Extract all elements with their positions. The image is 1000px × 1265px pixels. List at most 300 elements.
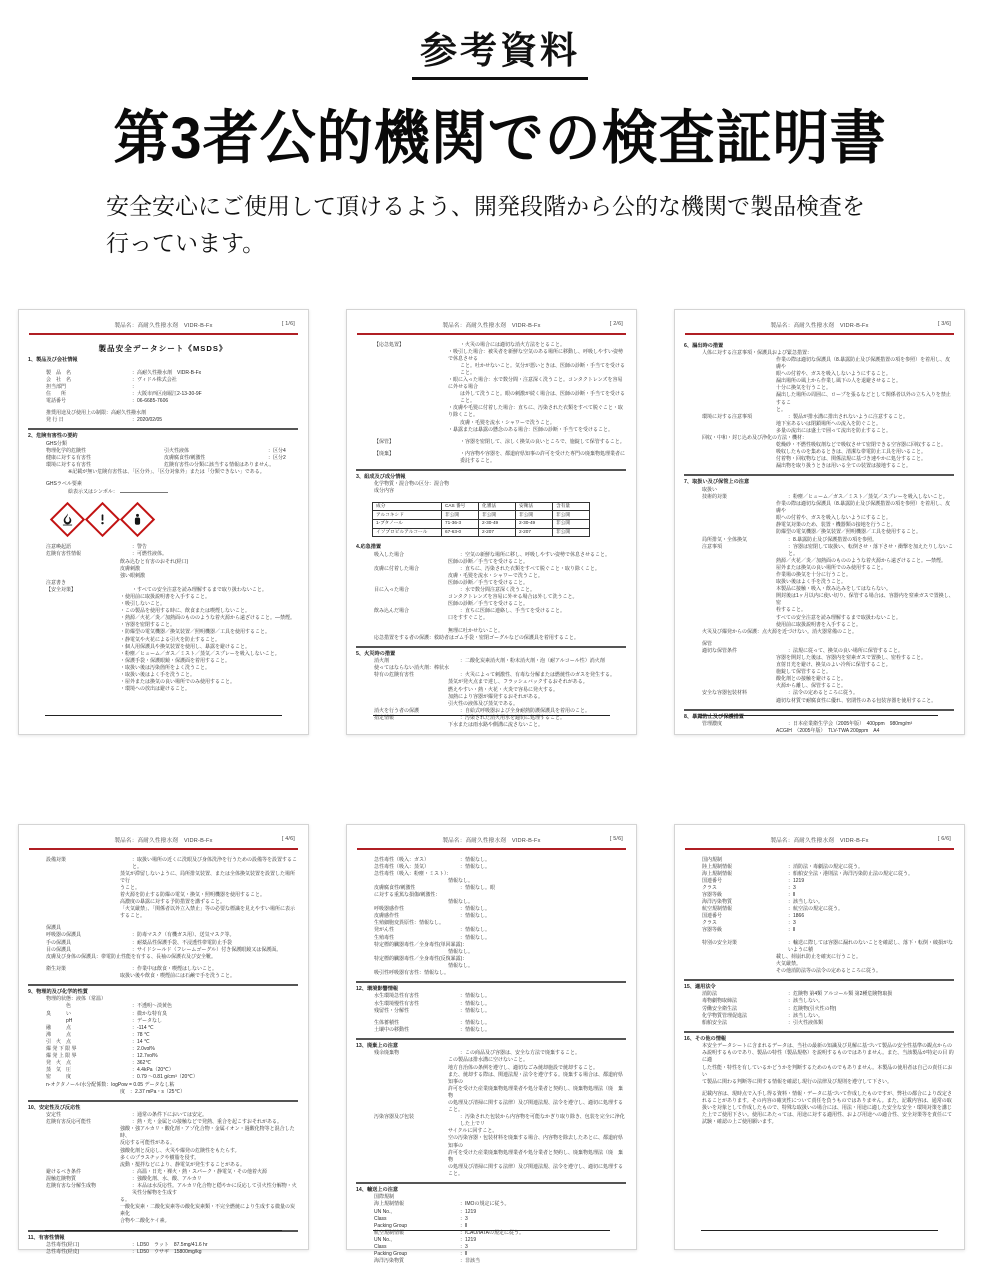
field-row [28,587,298,594]
field-label: 危険有害反応可能性 [28,1119,132,1126]
field-label: 住 所 [28,391,132,398]
doc-page-number: [ 3/6] [938,321,951,327]
table-cell: 非公開 [553,519,590,528]
subtitle-line-2: 行っています。 [106,230,265,256]
field-label: 【安全対策】 [28,587,132,594]
field-row [28,1169,298,1176]
field-value: ：消防法・毒劇法の規定に従う。 [788,864,954,871]
field-label: 陸上規制情報 [684,864,788,871]
table-cell: 2-207 [516,528,553,537]
text-line: 人体に対する注意事項・保護具および緊急措置： [684,350,954,357]
field-value: ・火災の場合には適切な消火方法をとること。 [460,342,626,349]
field-value: ：水で数分間注意深く洗うこと。 [460,587,626,594]
text-line: ・個人用保護具や換気装置を使用し、暴露を避けること。 [28,644,298,651]
field-label: 海洋汚染物質 [684,899,788,906]
section-heading: 12、環境影響情報 [356,986,626,993]
field-label: 安定性 [28,1112,132,1119]
classification-cell: ：区分4 [268,448,298,455]
field-row [684,871,954,878]
text-line: 漏出場所の風上から作業し風下の人を退避させること。 [684,378,954,385]
field-label: 混触危険物質 [28,1176,132,1183]
field-value: ：耐薬品性保護手袋、不浸透性帯電防止手袋 [132,940,298,947]
field-value: ：該当しない。 [788,1013,954,1020]
field-label: 水生環境急性有害性 [356,993,460,1000]
field-row [356,451,626,465]
text-line: 漏出物を取り扱うときは用いる全ての装置は接地すること。 [684,463,954,470]
field-label: 特別の安全対策 [684,940,788,954]
text-line: ※記載が無い危険有害性は、「区分外」、「区分対象外」または「分類できない」である。 [28,469,298,476]
field-value: ：06-6685-7606 [132,398,298,405]
table-cell: 非公開 [516,511,553,520]
field-value: ：4.4kPa（20℃） [132,1067,298,1074]
ghs-pictograms [28,496,298,544]
field-row [684,544,954,558]
field-label: 目に入った場合 [356,587,460,594]
text-line: 吸引性呼吸器有害性：情報なし。 [356,970,626,977]
field-value: ：LD50 ウサギ 15800mg/kg [132,1249,298,1256]
text-line: 口をすすぐこと。 [356,615,626,622]
text-line: 眼への付着や、ガスを吸入しないようにすること。 [684,515,954,522]
field-label: 沸 点 [28,1032,132,1039]
text-line: 使ってはならない消火剤：棒状水 [356,665,626,672]
doc-footer-rule [45,1230,282,1231]
field-label: 労働安全衛生法 [684,1006,788,1013]
field-value: ：法令の定めるところに従う。 [788,690,954,697]
field-value: ：-114 ℃ [132,1025,298,1032]
ghs-exclamation-diamond [85,502,120,537]
text-line: み説明するものであり、製品の特性（製品規格）を説明するものではありません。また、当該製品が特定の目 的に適 [684,1050,954,1064]
text-line: 回収・中和・封じ込め及び浄化の方法・機材： [684,435,954,442]
table-row [373,528,590,537]
field-row [684,690,954,697]
page-subtitle [106,188,930,263]
text-line: 燃えやすい・熱・火花・火炎で容易に発火する。 [356,687,626,694]
doc-header-line: 製品名：高耐久性撥水剤 VIDR-B-Fx [ 5/6] [347,825,636,844]
ghs-flame-icon [61,513,74,526]
text-line: ・屋外または換気の良い場所でのみ使用すること。 [28,679,298,686]
field-value: ：直ちに、汚染された衣類をすべて脱ぐこと・取り除くこと。 [460,566,626,573]
field-row [356,608,626,615]
field-row [28,1242,298,1249]
field-row [356,1230,626,1237]
field-label: 発 火 点 [28,1060,132,1067]
field-row [356,993,626,1000]
field-row [684,892,954,899]
field-row [356,1001,626,1008]
doc-footer-rule [45,715,282,716]
text-line: 熱源／火花／炎／加熱面のもののような着火源から遠ざけること。―禁煙。 [684,558,954,565]
classification-cell: 物理化学的危険性 [28,448,164,455]
text-line: n-オクタノール/水分配係数：logPow = 0.05 データなし粘 [28,1082,298,1089]
section-heading: 4.応急措置 [356,544,626,551]
section-heading: 3、組成及び成分情報 [356,474,626,481]
text-line: 情報なし。 [356,949,626,956]
field-row [28,1032,298,1039]
text-line: 付着物・回収物などは、関係法規に基づき速やかに処分すること。 [684,456,954,463]
text-line: に対する重篤な損傷/刺激性： [356,892,626,899]
field-value: ：3 [460,1244,626,1251]
text-line: 皮膚・毛髪を流水・シャワーで洗うこと。 [356,420,626,427]
text-line: 静電気対策のため、装置・機器類の接地を行うこと。 [684,522,954,529]
spacer [356,496,626,501]
field-value: ：情報なし。 [460,857,626,864]
field-label: 危険有害性情報 [28,551,132,558]
doc-header-line: 製品名：高耐久性撥水剤 VIDR-B-Fx [ 4/6] [19,825,308,844]
field-row [356,1020,626,1027]
text-line: ・容器を密閉すること。 [28,622,298,629]
doc-header-line: 製品名：高耐久性撥水剤 VIDR-B-Fx [ 1/6] [19,310,308,329]
text-line: 漏出した場所の周囲に、ロープを張るなどとして関係者以外の立ち入りを禁止するこ [684,392,954,406]
text-line: 応急措置をする者の保護：救助者はゴム手袋・密閉ゴーグルなどの保護具を着用すること。 [356,635,626,642]
field-label: 航空規制情報 [684,906,788,913]
field-label: UN No., [356,1237,460,1244]
field-label: 会 社 名 [28,377,132,384]
table-cell: アルコキシド [373,511,442,520]
text-line: ACGIH （2005年版） TLV-TWA 200ppm A4 [684,728,954,735]
ghs-health-hazard-icon [131,513,144,526]
field-row [356,1114,626,1128]
field-row [684,920,954,927]
text-line: うこと。 [28,885,298,892]
field-label: 容器等級 [684,892,788,899]
text-line: 保護具 [28,925,298,932]
table-header-cell: 化審法 [479,502,516,511]
text-line: 情報なし。 [356,878,626,885]
field-row [28,1183,298,1197]
components-table [372,502,590,538]
field-label: 注意事項 [684,544,788,558]
field-row [28,417,298,424]
field-row [684,940,954,954]
field-value: ：危険物(引火性の物) [788,1006,954,1013]
section-divider [356,1182,626,1184]
table-cell: 2-30-49 [516,519,553,528]
text-line: 本安全データシートに含まれるデータは、当社の最新の知識及び見解に基づいて製品の安全性基準の観点からの [684,1043,954,1050]
field-label: 水生環境慢性有害性 [356,1001,460,1008]
field-label: 皮膚腐食性/刺激性 [356,885,460,892]
field-value: ：Ⅱ [788,927,954,934]
classification-cell: 環境に対する有害性 [28,462,164,469]
field-label: 国連番号 [684,913,788,920]
field-value: ：取扱い場所の近くに洗眼及び身体洗浄を行うための設備等を設置すること。 [132,857,298,871]
field-label: 避けるべき条件 [28,1169,132,1176]
field-value: ：3 [788,885,954,892]
field-row [684,648,954,655]
text-line: ・取扱い後はよく手を洗うこと。 [28,672,298,679]
text-line: 酸化剤との接触を避けること。 [684,676,954,683]
doc-page-number: [ 6/6] [938,836,951,842]
field-value: ：2.0vol% [132,1046,298,1053]
doc-header-rule [29,333,298,335]
field-value: ：1866 [788,913,954,920]
text-line: 急性毒性（吸入：粉塵・ミスト）： [356,871,626,878]
field-label: 急性毒性（吸入：ガス） [356,857,460,864]
field-value: ：防毒マスク（有機ガス用）、送気マスク等。 [132,932,298,939]
field-label: 安全な容器包装材料 [684,690,788,697]
blank-underline [120,488,168,493]
field-label: 汚染容器及び包装 [356,1114,460,1128]
text-line: GHS分類 [28,441,298,448]
field-label: 局所排気・全体換気 [684,537,788,544]
field-value: ：情報なし。眼 [460,885,626,892]
field-label: 設備対策 [28,857,132,871]
doc-content [675,855,964,1127]
text-line: 生殖細胞変異原性：情報なし。 [356,920,626,927]
text-line: ・吸引しないこと。 [28,601,298,608]
field-label: 消火剤 [356,658,460,665]
doc-header-line: 製品名：高耐久性撥水剤 VIDR-B-Fx [ 6/6] [675,825,964,844]
field-value: ：不透明～淡黄色 [132,1003,298,1010]
field-row [356,439,626,446]
table-header-cell: 含有量 [553,502,590,511]
field-value: ：警告 [132,544,298,551]
section-divider [356,469,626,471]
text-line: 医師の診断／手当てを受けること。 [356,601,626,608]
field-value: ：該当しない。 [788,998,954,1005]
doc-header-line: 製品名：高耐久性撥水剤 VIDR-B-Fx [ 2/6] [347,310,636,329]
section-divider [28,1100,298,1102]
section-divider [356,1038,626,1040]
text-line: その他消防法等の法令の定めるところに従う。 [684,968,954,975]
section-heading: 2、危険有害性の要約 [28,433,298,440]
field-value: ：大阪市西区南堀江2-13-30-9F [132,391,298,398]
field-row [356,935,626,942]
text-line: 合物や二酸化ケイ素。 [28,1218,298,1225]
field-label: Packing Group [356,1251,460,1258]
doc-content [19,855,308,1257]
field-value: ：情報なし。 [460,913,626,920]
field-row [684,1006,954,1013]
text-line: 一酸化炭素・二酸化炭素等の酸化炭素類・不完全燃焼により生成する微量の炭素化 [28,1204,298,1218]
field-row [356,857,626,864]
doc-header-rule [357,848,626,850]
field-value: ：情報なし。 [460,1020,626,1027]
field-row [684,913,954,920]
text-line: 地下室あるいは閉鎖場所への流入を防ぐこと。 [684,421,954,428]
field-row [684,537,954,544]
text-line: この製品は排水溝に空けないこと。 [356,1057,626,1064]
doc-header-rule [29,848,298,850]
field-label: Class [356,1216,460,1223]
section-heading: 7、取扱い及び保管上の注意 [684,479,954,486]
field-value: ：データなし [132,1018,298,1025]
text-line: 国際規制 [356,1194,626,1201]
field-label: 呼吸器感作性 [356,906,460,913]
text-line: 載し、荷崩れ防止を確実に行うこと。 [684,954,954,961]
text-line: 取扱い後や飲食・喫煙前には石鹸で手を洗うこと。 [28,973,298,980]
text-line: 使用前に取扱説明書を入手すること。 [684,622,954,629]
field-row [356,342,626,349]
field-label: 毒物劇物取締法 [684,998,788,1005]
text-line: 施錠して保管すること。 [684,669,954,676]
field-value: ：高温・日光・裸火・熱・スパーク・静電気・その他着火源 [132,1169,298,1176]
field-value: ：ICAO/IATAの規定に従う。 [460,1230,626,1237]
field-row [28,1176,298,1183]
field-label: 消火を行う者の保護 [356,708,460,715]
field-value: ：IMOの規定に従う。 [460,1201,626,1208]
text-line: 地方自治体の条例を遵守し、適切なごみ焼却施設で焼却すること。 [356,1065,626,1072]
field-label: 臭 い [28,1011,132,1018]
text-line: 皮膚及び身体の保護具：帯電防止性能を有する、長袖の保護衣及び安全靴。 [28,954,298,961]
field-row [28,377,298,384]
field-row [684,927,954,934]
field-value: ：航空法の規定に従う。 [788,906,954,913]
field-value: ： [132,384,298,391]
field-label: 色 [28,1003,132,1010]
spacer [356,538,626,543]
text-line: 火災及び爆発からの保護：点火源を近づけない。消火器常備のこと。 [684,629,954,636]
text-line: 許可を受けた産業廃棄物処理業者や処分業者と契約し、廃棄物処理法（廃 棄物 [356,1086,626,1100]
reference-tag: 参考資料 [412,20,588,80]
section-heading: 1、製品及び会社情報 [28,357,298,364]
text-line: た上でご使用下さい。使用にあたっては、用途に対する適用性、および用途への適合性、安全対策等を責任にて [684,1112,954,1119]
field-row [28,1025,298,1032]
classification-cell [274,462,298,469]
msds-page-4 [18,824,309,1250]
field-label: 爆 発 下 限 界 [28,1046,132,1053]
field-value: ：汚染された包装から内容物を可能なかぎり取り除き、包装を完全に浄化した上でリ [460,1114,626,1128]
field-value: ：ヴィドル株式会社 [132,377,298,384]
text-line: 扱いを対象として作成したもので、特殊な取扱いの場合には、用法・用途に適した安全な安全・環境対策を講じ [684,1105,954,1112]
text-line: サイクルに回すこと。 [356,1128,626,1135]
text-line: 皮膚刺激 [28,566,298,573]
field-label: Class [356,1244,460,1251]
field-label: 航空規制情報 [356,1230,460,1237]
table-cell: 非公開 [479,511,516,520]
doc-header-line: 製品名：高耐久性撥水剤 VIDR-B-Fx [ 3/6] [675,310,964,329]
field-label: 手の保護具 [28,940,132,947]
doc-page-number: [ 4/6] [282,836,295,842]
field-value: ：情報なし。 [460,927,626,934]
field-label: 発がん性 [356,927,460,934]
doc-header-rule [357,333,626,335]
text-line: ・暴露または暴露の懸念のある場合：医師の診断・手当てを受けること。 [356,427,626,434]
field-value: ：危険物 第4類 アルコール類 第2種危険物取扱 [788,991,954,998]
table-cell: 71-36-3 [442,519,479,528]
field-value: ：火災によって刺激性、有毒な分解または燃焼性のガスを発生する。 [460,672,626,679]
section-heading: 11、有害性情報 [28,1235,298,1242]
text-line: 度 ：2.37 mPa・s（25℃） [28,1089,298,1096]
field-label: 急性毒性(経皮) [28,1249,132,1256]
section-divider [356,646,626,648]
text-line: 火気厳禁。 [684,961,954,968]
field-row [28,370,298,377]
text-line: 反応する可能性がある。 [28,1140,298,1147]
table-cell: 2-207 [479,528,516,537]
classification-cell: 健康に対する有害性 [28,455,164,462]
field-value: ：情報なし。 [460,906,626,913]
field-row [684,998,954,1005]
field-value: ：3 [460,1216,626,1223]
field-label: 目の保護具 [28,947,132,954]
doc-title: 製品安全データシート《MSDS》 [28,344,298,355]
text-line: こと。吐かせないこと。気分が悪いときは、医師の診断・手当てを受けること。 [356,363,626,377]
field-value: ：法規に従って、換気の良い場所に保管すること。 [788,648,954,655]
field-row [28,966,298,973]
field-value: ：情報なし。 [460,1027,626,1034]
field-row [356,566,626,573]
table-row [373,519,590,528]
doc-content [347,855,636,1265]
text-line: 取扱い [684,487,954,494]
text-line: ・熱源／火花／炎／加熱面のもののような着火源から遠ざけること。―禁煙。 [28,615,298,622]
text-line: 多量の流出には盛土で囲って流出を防止すること。 [684,428,954,435]
section-heading: 9、物理的及び化学的性質 [28,989,298,996]
field-label: 管理濃度 [684,721,788,728]
text-line: 直射日光を避け、換気のよい冷所に保管すること。 [684,662,954,669]
text-line: 取扱い後はよく手を洗うこと。 [684,579,954,586]
section-heading: 16、その他の情報 [684,1036,954,1043]
text-line: と。 [684,407,954,414]
field-label: 【応急処置】 [356,342,460,349]
section-divider [684,709,954,711]
field-value: ：1219 [460,1237,626,1244]
field-value: ：Ⅱ [460,1223,626,1230]
field-label: 衛生対策 [28,966,132,973]
text-line: 高濃度の暴露に対する予防措置を講ずること。 [28,899,298,906]
text-line: 適切な材質で耐腐食性に優れ、密閉性のある包装容器を使用すること。 [684,698,954,705]
field-row [684,494,954,501]
field-label: 消防法 [684,991,788,998]
text-line: 空の汚染容器・包装材料を廃棄する場合、内容物を除去したあとに、都道府県知事の [356,1135,626,1149]
text-line: 本製品に接触・吸入・飲み込みをしてはならない。 [684,586,954,593]
text-line: 蒸気が滞留しないように、局所排気装置、または全体換気装置を設置した場所で行 [28,871,298,885]
field-row [684,878,954,885]
text-line: 医師の診断／手当てを受けること。 [356,559,626,566]
classification-row [28,455,298,462]
doc-footer-rule [373,715,610,716]
text-line: ・吸引した場合：被災者を新鮮な空気のある場所に移動し、呼吸しやすい姿勢で休息させる [356,349,626,363]
field-row [684,414,954,421]
field-row [28,1018,298,1025]
doc-page-number: [ 1/6] [282,321,295,327]
field-label: 急性毒性（吸入：蒸気） [356,864,460,871]
section-heading: 15、適用法令 [684,984,954,991]
field-row [684,1020,954,1027]
field-row [356,1237,626,1244]
section-heading: 14、輸送上の注意 [356,1187,626,1194]
field-row [28,940,298,947]
section-heading: 13、廃棄上の注意 [356,1043,626,1050]
table-header-cell: CAS 番号 [442,502,479,511]
section-divider [684,979,954,981]
field-label: 適切な保管条件 [684,648,788,655]
text-line: 多くのプラスチックや樹脂を侵す。 [28,1155,298,1162]
text-line: また、焼却する際は、関連法規・法令を遵守する。廃棄する場合は、都道府県知事の [356,1072,626,1086]
text-line: 乾燥砂・不燃性吸収剤などで吸収させて密閉できる空容器に回収すること。 [684,442,954,449]
field-label: 密 度 [28,1074,132,1081]
field-value: ：サイドシールド（フレームゴーグル）付き保護眼鏡又は保護面。 [132,947,298,954]
text-line: 十分に換気を行うこと。 [684,385,954,392]
field-row [356,885,626,892]
table-cell: イソプロピルアルコール [373,528,442,537]
field-label: 注意喚起語 [28,544,132,551]
msds-page-3 [674,309,965,735]
field-label: Packing Group [356,1223,460,1230]
field-value: ：二酸化炭素消火剤・粉末消火剤・泡（耐アルコール性）消火剤 [460,658,626,665]
field-row [28,857,298,871]
table-header-cell: 安衛法 [516,502,553,511]
text-line: 絵表示又はシンボル： [28,488,298,496]
text-line: 開封後は1ヶ月以内に使い切り、保管する場合は、容器内を窒素ガスで置換し、密 [684,593,954,607]
field-label: 海上規制情報 [356,1201,460,1208]
classification-row [28,462,298,469]
msds-page-5 [346,824,637,1250]
section-divider [28,984,298,986]
field-row [356,1244,626,1251]
text-line: れることがあります。その内容の確実性について責任を負うものではありません。また、記載内容は、通常の取 [684,1098,954,1105]
field-value: ：情報なし。 [460,1001,626,1008]
